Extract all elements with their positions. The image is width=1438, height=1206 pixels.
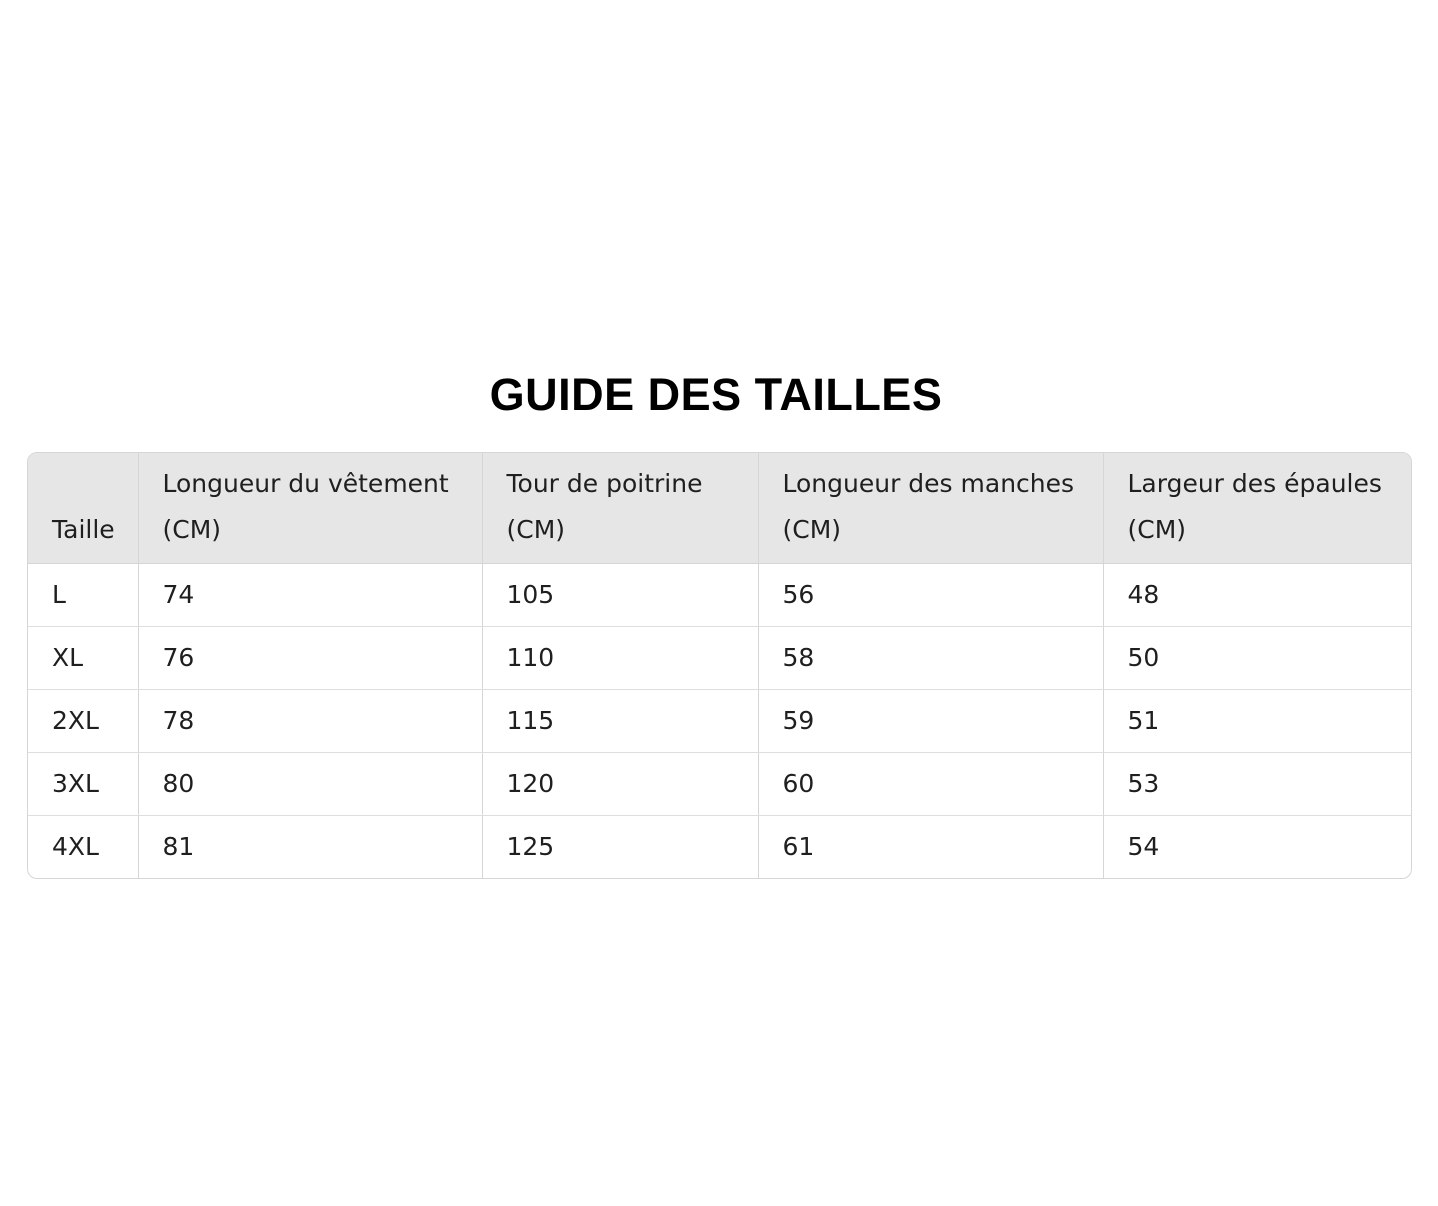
cell-tour-poitrine: 105 bbox=[482, 563, 758, 626]
cell-size: L bbox=[28, 563, 138, 626]
header-tour-poitrine bbox=[482, 453, 758, 563]
size-guide-table bbox=[27, 452, 1412, 879]
cell-largeur-epaules: 48 bbox=[1103, 563, 1411, 626]
header-unit: (CM) bbox=[782, 514, 842, 544]
header-label: Taille bbox=[52, 514, 115, 544]
cell-size: XL bbox=[28, 626, 138, 689]
cell-largeur-epaules: 50 bbox=[1103, 626, 1411, 689]
header-label: Longueur du vêtement bbox=[162, 468, 449, 498]
cell-largeur-epaules: 53 bbox=[1103, 752, 1411, 815]
cell-longueur-vetement: 81 bbox=[138, 815, 482, 878]
cell-size: 4XL bbox=[28, 815, 138, 878]
table-row bbox=[28, 815, 1411, 878]
header-unit: (CM) bbox=[506, 514, 566, 544]
cell-longueur-manches: 61 bbox=[758, 815, 1103, 878]
cell-longueur-manches: 60 bbox=[758, 752, 1103, 815]
header-longueur-vetement bbox=[138, 453, 482, 563]
page-title: GUIDE DES TAILLES bbox=[489, 369, 943, 421]
cell-longueur-manches: 56 bbox=[758, 563, 1103, 626]
cell-tour-poitrine: 125 bbox=[482, 815, 758, 878]
header-label: Largeur des épaules bbox=[1127, 468, 1382, 498]
table-row bbox=[28, 563, 1411, 626]
cell-largeur-epaules: 54 bbox=[1127, 832, 1160, 862]
cell-longueur-manches: 58 bbox=[758, 626, 1103, 689]
cell-longueur-vetement: 78 bbox=[138, 689, 482, 752]
cell-tour-poitrine: 110 bbox=[482, 626, 758, 689]
header-longueur-manches bbox=[758, 453, 1103, 563]
cell-longueur-manches: 59 bbox=[758, 689, 1103, 752]
header-label: Longueur des manches bbox=[782, 468, 1075, 498]
cell-tour-poitrine: 115 bbox=[482, 689, 758, 752]
header-label: Tour de poitrine bbox=[506, 468, 703, 498]
header-largeur-epaules bbox=[1103, 453, 1411, 563]
table-row bbox=[28, 626, 1411, 689]
cell-size: 3XL bbox=[28, 752, 138, 815]
cell-size: 2XL bbox=[28, 689, 138, 752]
cell-longueur-vetement: 76 bbox=[138, 626, 482, 689]
cell-tour-poitrine: 120 bbox=[482, 752, 758, 815]
header-taille bbox=[28, 453, 138, 563]
header-unit: (CM) bbox=[1127, 514, 1187, 544]
table-row bbox=[28, 752, 1411, 815]
cell-largeur-epaules: 51 bbox=[1103, 689, 1411, 752]
table-row bbox=[28, 689, 1411, 752]
cell-longueur-vetement: 80 bbox=[138, 752, 482, 815]
table-header-row bbox=[28, 453, 1411, 563]
header-unit: (CM) bbox=[162, 514, 222, 544]
cell-longueur-vetement: 74 bbox=[138, 563, 482, 626]
